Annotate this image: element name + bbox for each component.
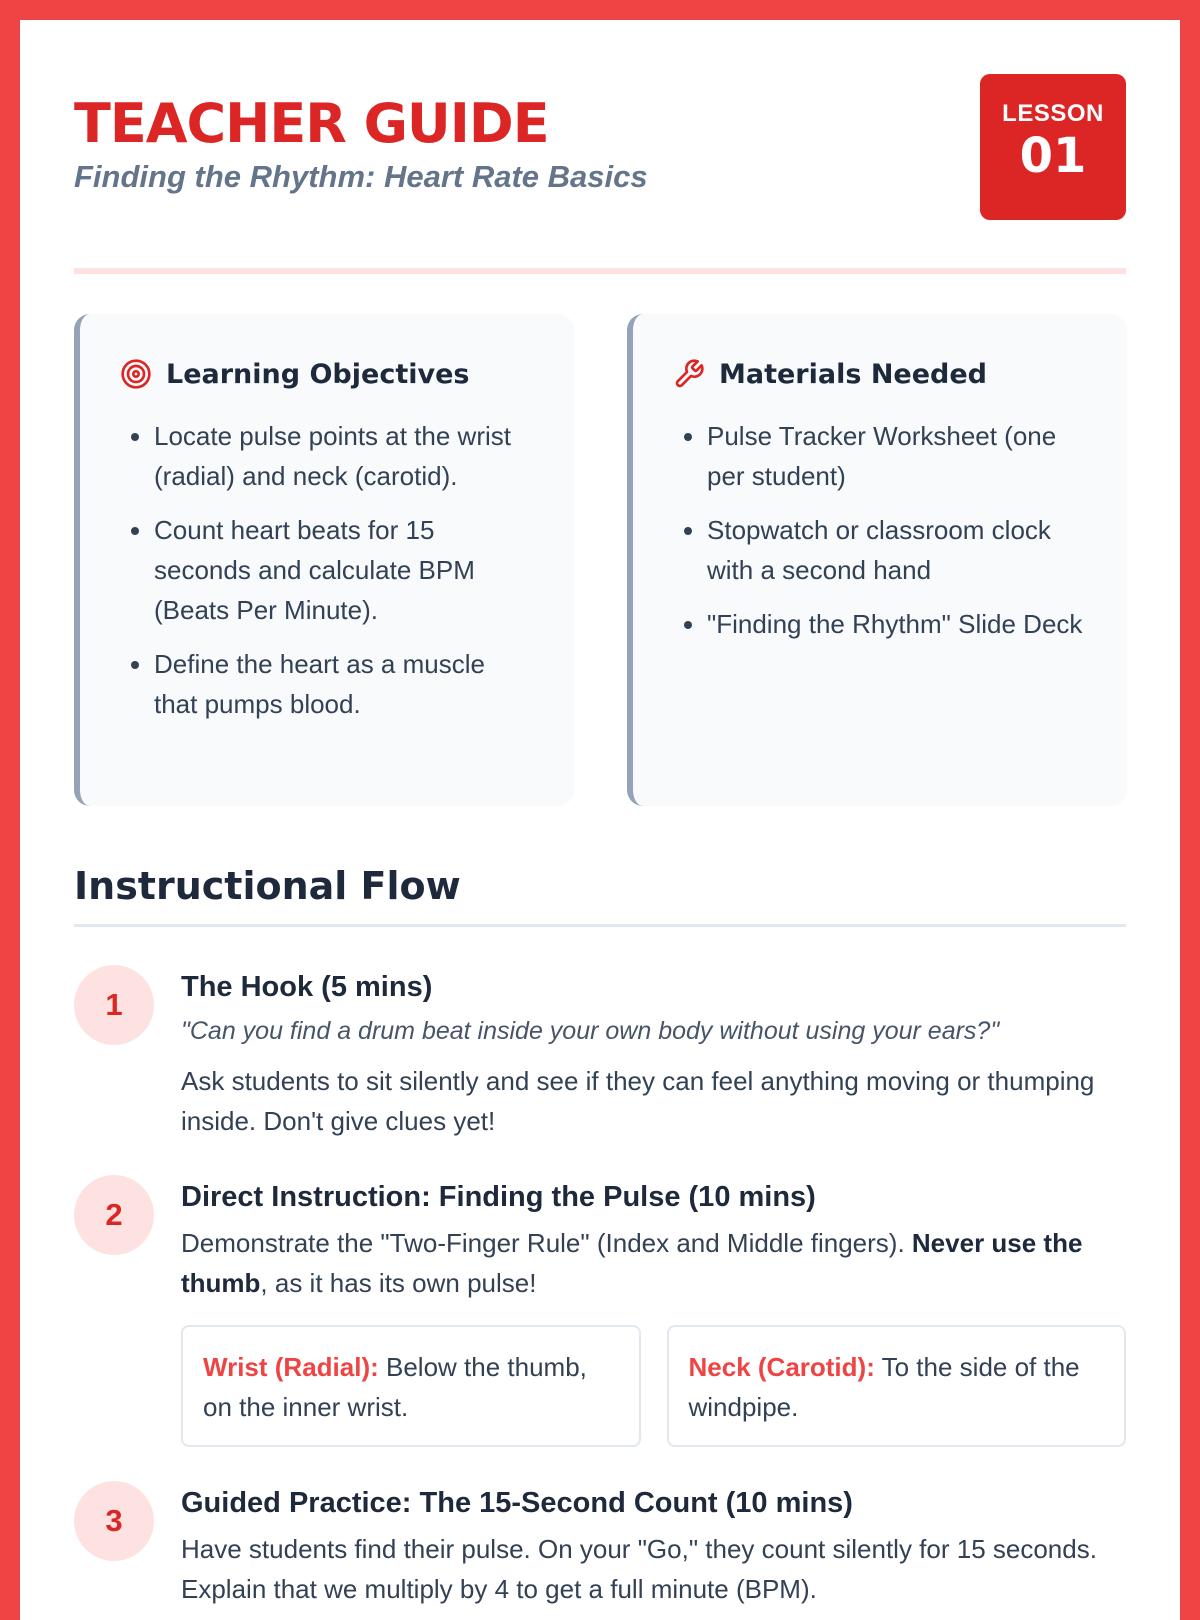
pulse-points xyxy=(181,1325,1126,1447)
step-description: Ask students to sit silently and see if they can feel anything moving or thumping inside. Don't give clues yet! xyxy=(181,1066,1095,1136)
pulse-point-label: Wrist (Radial): xyxy=(203,1352,379,1382)
step-hook xyxy=(74,969,1126,1141)
guide-header xyxy=(74,20,1126,274)
step-description: Have students find their pulse. On your "Go," they count silently for 15 seconds. Explain that we multiply by 4 to get a full minute (BPM). xyxy=(181,1534,1097,1604)
objective-item: • Count heart beats for 15 seconds and calculate BPM (Beats Per Minute). xyxy=(154,510,534,630)
step-title: Direct Instruction: Finding the Pulse (10 mins) xyxy=(181,1181,816,1213)
step-text-before: Demonstrate the "Two-Finger Rule" (Index and Middle fingers). xyxy=(181,1228,912,1258)
step-guided-practice xyxy=(74,1485,1126,1609)
materials-needed-card xyxy=(627,314,1127,806)
objective-item: • Locate pulse points at the wrist (radial) and neck (carotid). xyxy=(154,416,534,496)
page-title: TEACHER GUIDE xyxy=(74,92,549,155)
pulse-point-description: To the side of the windpipe. xyxy=(688,1352,1080,1422)
overview-cards xyxy=(74,314,1126,806)
target-icon xyxy=(120,358,152,390)
objective-item: • Define the heart as a muscle that pumps blood. xyxy=(154,644,534,724)
step-direct-instruction xyxy=(74,1179,1126,1447)
teacher-guide-page xyxy=(20,20,1180,1620)
learning-objectives-header xyxy=(120,358,534,390)
material-item: • Pulse Tracker Worksheet (one per student) xyxy=(707,416,1087,496)
instructional-steps xyxy=(74,969,1126,1609)
pulse-point-wrist xyxy=(181,1325,641,1447)
instructional-flow-title: Instructional Flow xyxy=(74,864,1126,927)
learning-objectives-title: Learning Objectives xyxy=(166,358,470,390)
learning-objectives-card xyxy=(74,314,574,806)
step-title: The Hook (5 mins) xyxy=(181,971,433,1003)
lesson-badge xyxy=(980,74,1126,220)
lesson-number: 01 xyxy=(1019,128,1087,184)
lesson-label: LESSON xyxy=(1002,100,1104,127)
materials-needed-header xyxy=(673,358,1087,390)
pulse-point-description: Below the thumb, on the inner wrist. xyxy=(203,1352,587,1422)
wrench-icon xyxy=(673,358,705,390)
step-text-after: , as it has its own pulse! xyxy=(260,1268,537,1298)
step-quote: "Can you find a drum beat inside your own body without using your ears?" xyxy=(181,1017,1000,1045)
step-number-badge: 3 xyxy=(74,1481,154,1561)
step-title: Guided Practice: The 15-Second Count (10 mins) xyxy=(181,1487,853,1519)
material-item: • "Finding the Rhythm" Slide Deck xyxy=(707,604,1087,644)
pulse-point-label: Neck (Carotid): xyxy=(688,1352,875,1382)
step-text-emphasis: Never use the thumb xyxy=(181,1228,1083,1298)
materials-list xyxy=(673,416,1087,644)
objectives-list xyxy=(120,416,534,724)
step-description xyxy=(181,1223,1126,1303)
materials-needed-title: Materials Needed xyxy=(719,358,988,390)
material-item: • Stopwatch or classroom clock with a second hand xyxy=(707,510,1087,590)
step-number-badge: 1 xyxy=(74,965,154,1045)
step-number-badge: 2 xyxy=(74,1175,154,1255)
lesson-subtitle: Finding the Rhythm: Heart Rate Basics xyxy=(74,159,648,194)
pulse-point-neck xyxy=(667,1325,1127,1447)
